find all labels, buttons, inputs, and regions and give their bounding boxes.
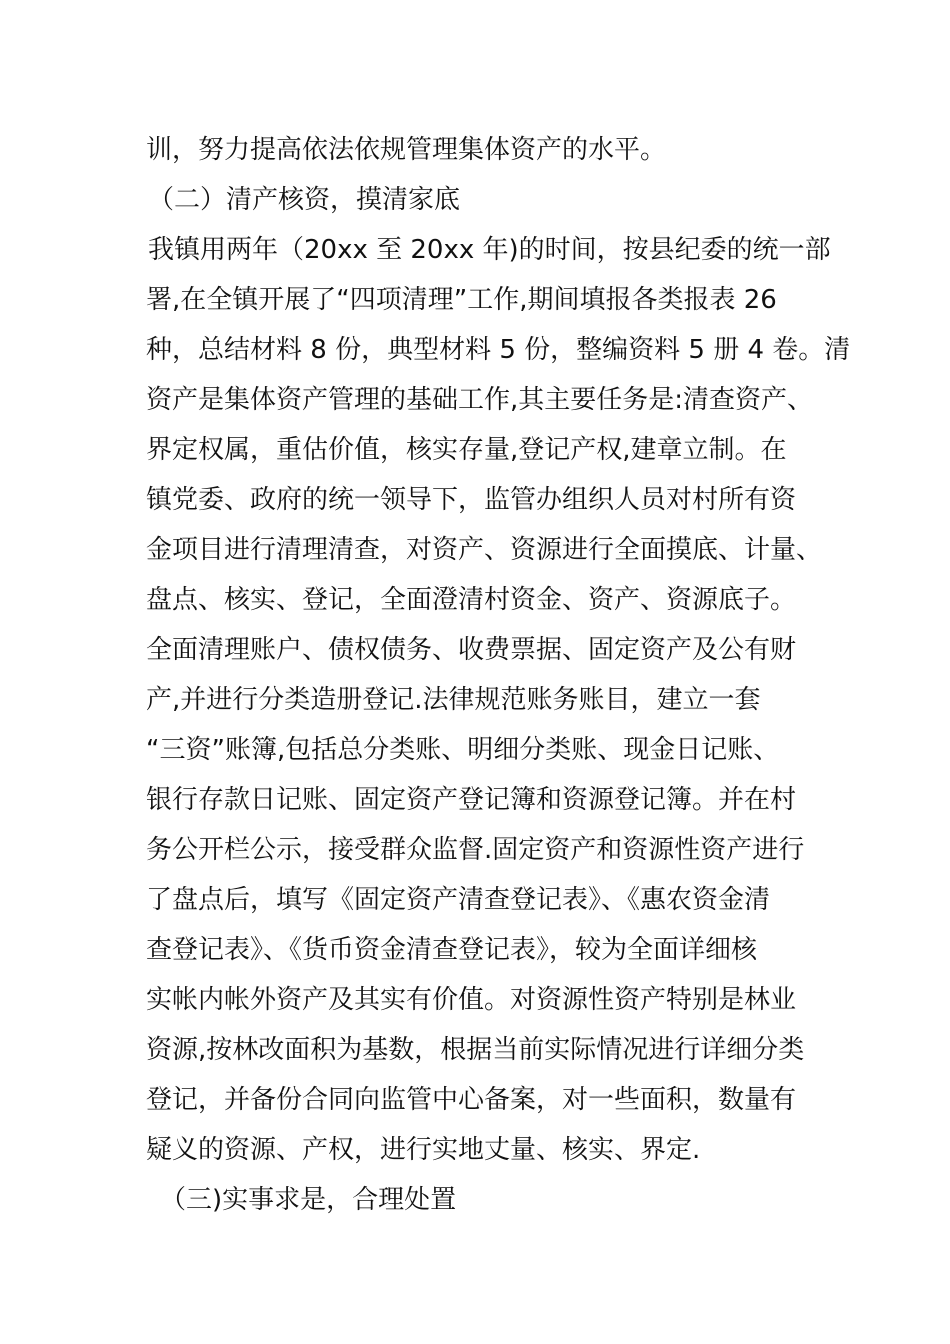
body-text-line: 了盘点后，填写《固定资产清查登记表》、《惠农资金清: [146, 885, 771, 915]
body-text-line: 镇党委、政府的统一领导下，监管办组织人员对村所有资: [146, 485, 797, 515]
section-heading: （三)实事求是，合理处置: [160, 1185, 457, 1215]
body-text-line: 资产是集体资产管理的基础工作,其主要任务是:清查资产、: [146, 385, 814, 415]
body-text-line: 种，总结材料 8 份，典型材料 5 份，整编资料 5 册 4 卷。清: [146, 335, 851, 365]
body-text-line: 务公开栏公示，接受群众监督.固定资产和资源性资产进行: [146, 835, 805, 865]
body-text-line: 疑义的资源、产权，进行实地丈量、核实、界定.: [146, 1135, 701, 1165]
body-text-line: 署,在全镇开展了“四项清理”工作,期间填报各类报表 26: [146, 285, 777, 315]
body-text-line: 我镇用两年（20xx 至 20xx 年)的时间，按县纪委的统一部: [148, 235, 831, 265]
body-text-line: 银行存款日记账、固定资产登记簿和资源登记簿。并在村: [146, 785, 797, 815]
body-text-line: 产,并进行分类造册登记.法律规范账务账目，建立一套: [146, 685, 761, 715]
body-text-line: “三资”账簿,包括总分类账、明细分类账、现金日记账、: [146, 735, 780, 765]
body-text-line: 界定权属，重估价值，核实存量,登记产权,建章立制。在: [146, 435, 787, 465]
body-text-line: 全面清理账户、债权债务、收费票据、固定资产及公有财: [146, 635, 797, 665]
body-text-line: 训，努力提高依法依规管理集体资产的水平。: [146, 135, 667, 165]
body-text-line: 查登记表》、《货币资金清查登记表》，较为全面详细核: [146, 935, 758, 965]
body-text-line: 盘点、核实、登记，全面澄清村资金、资产、资源底子。: [146, 585, 797, 615]
body-text-line: 实帐内帐外资产及其实有价值。对资源性资产特别是林业: [146, 985, 797, 1015]
body-text-line: 金项目进行清理清查，对资产、资源进行全面摸底、计量、: [146, 535, 823, 565]
body-text-line: 资源,按林改面积为基数，根据当前实际情况进行详细分类: [146, 1035, 805, 1065]
section-heading: （二）清产核资，摸清家底: [148, 185, 461, 215]
body-text-line: 登记，并备份合同向监管中心备案，对一些面积，数量有: [146, 1085, 797, 1115]
